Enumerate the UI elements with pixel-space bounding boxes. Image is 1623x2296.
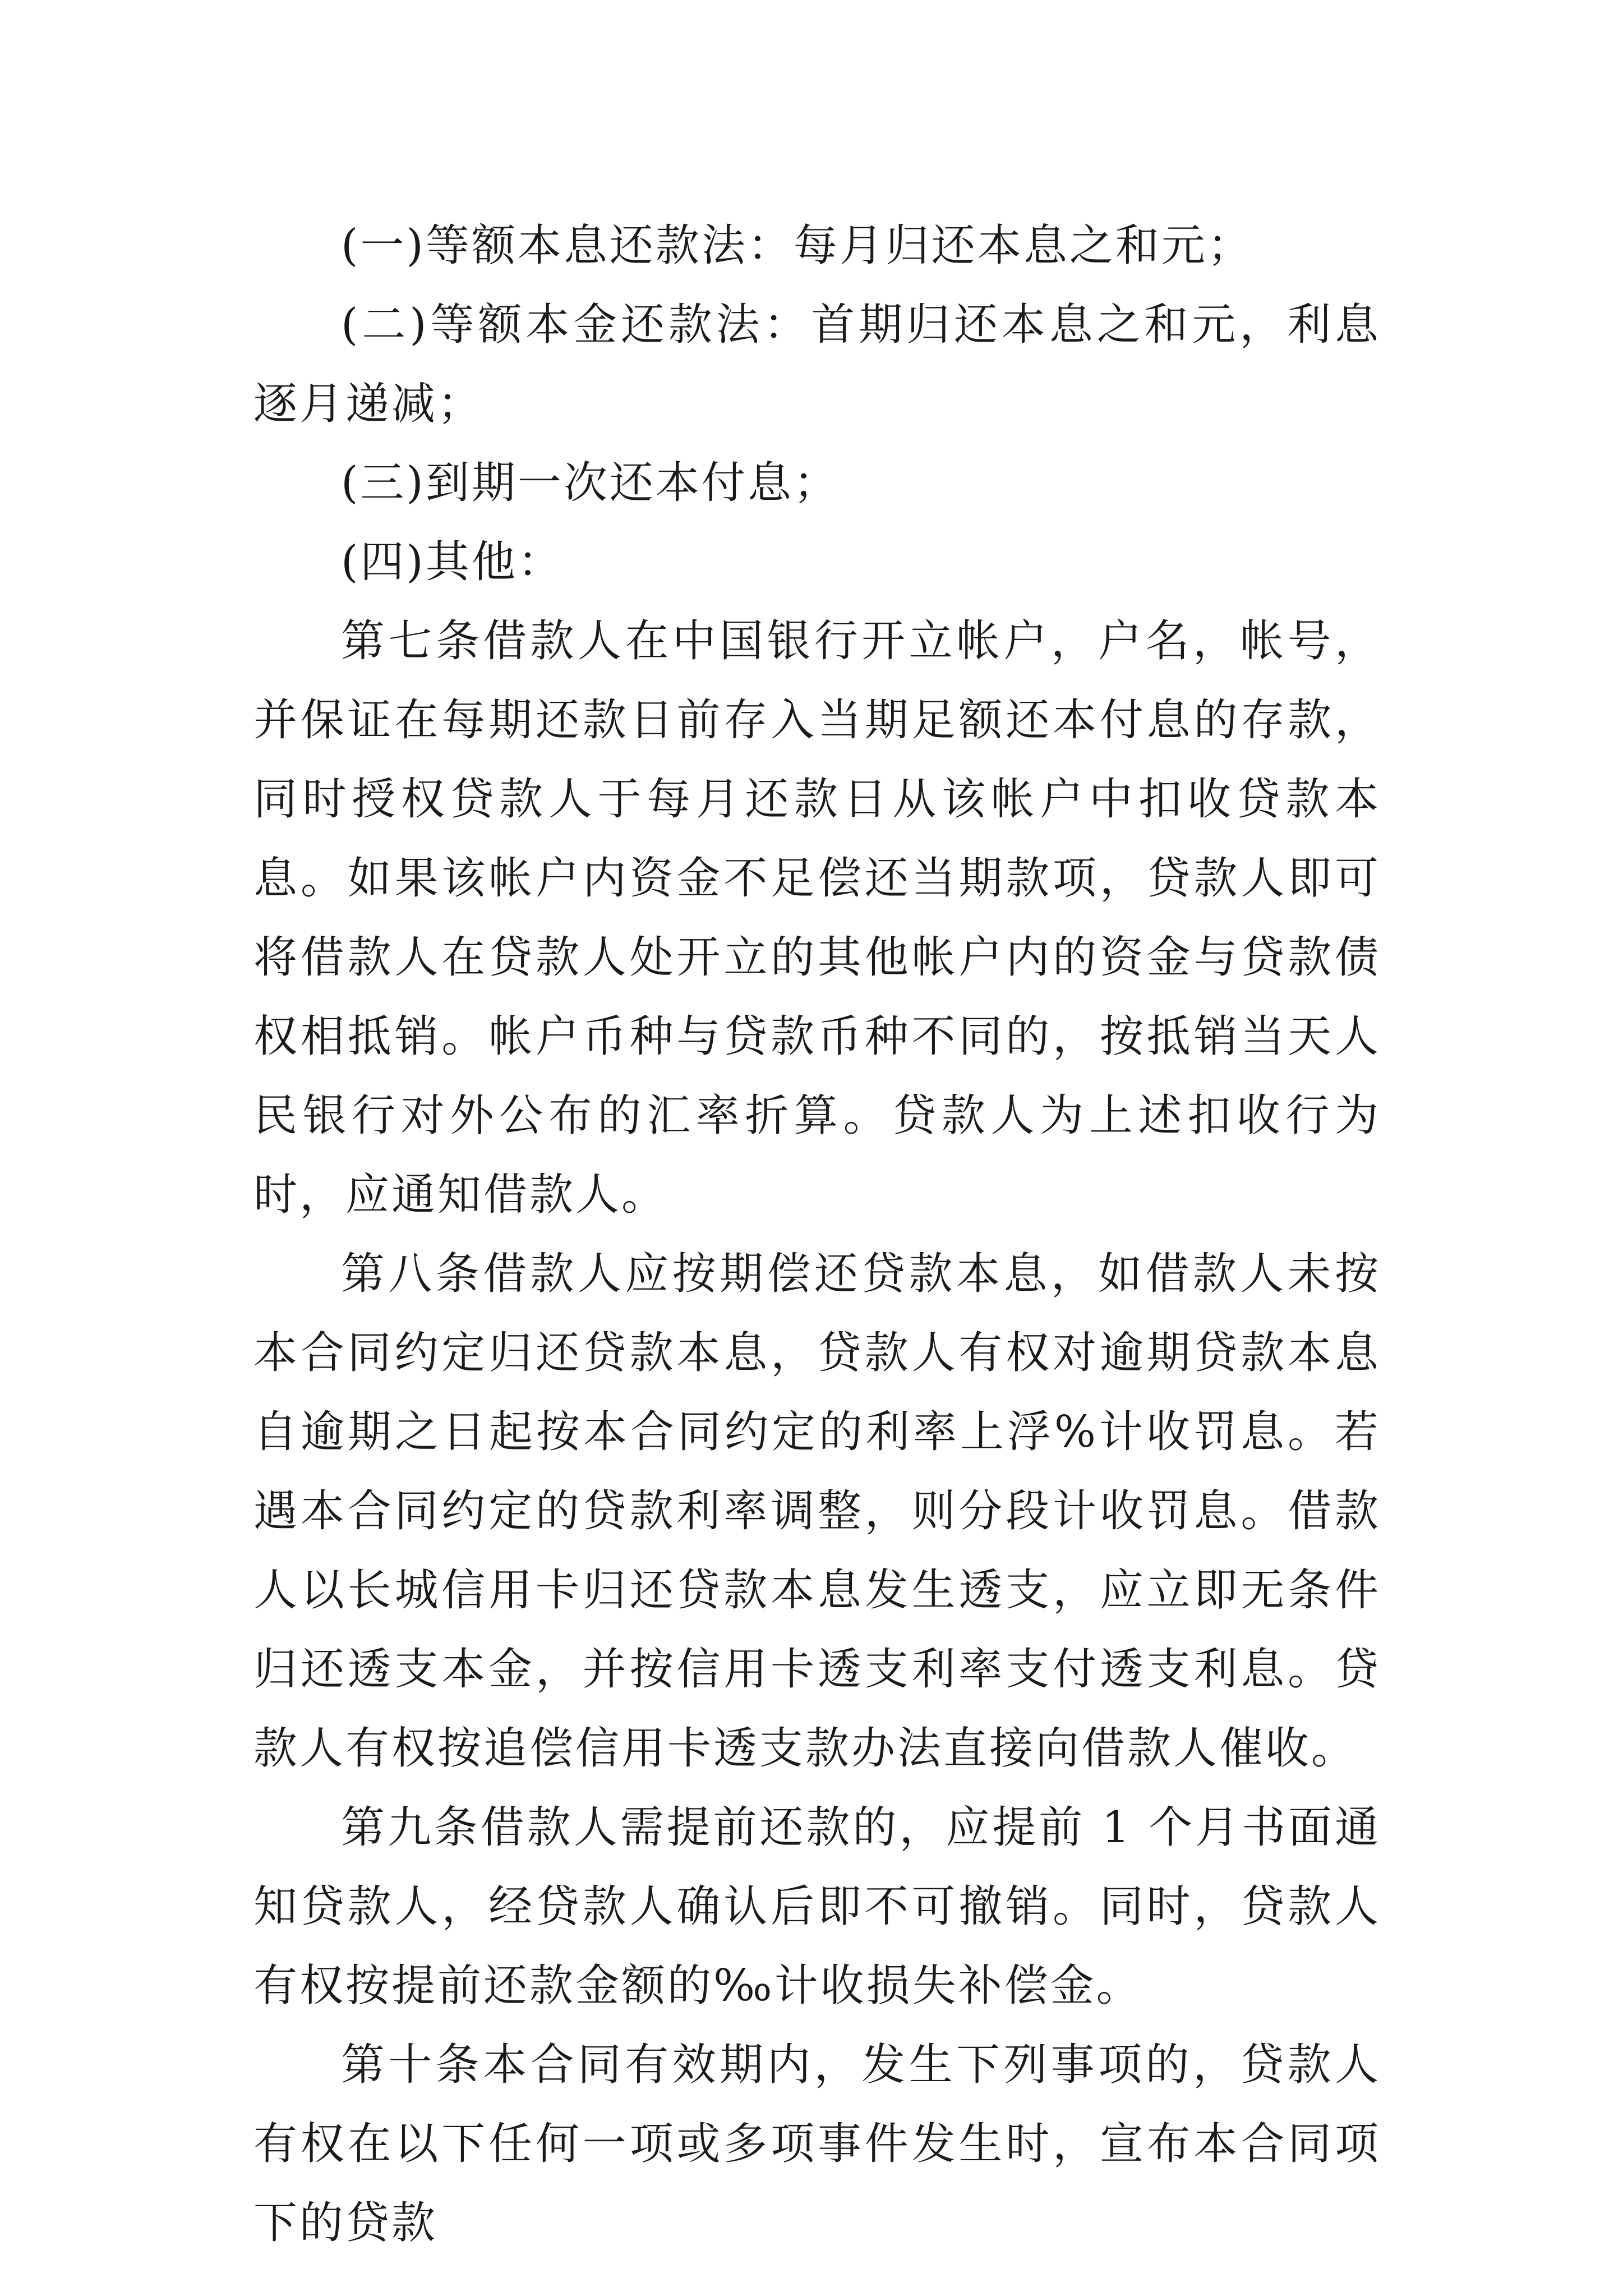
paragraph-item-4: (四)其他： <box>341 537 564 587</box>
paragraph-article-10: 第十条本合同有效期内，发生下列事项的，贷款人有权在以下任何一项或多项事件发生时，宣布本合同项下的贷款 <box>253 2040 1381 2248</box>
paragraph-item-1: (一)等额本息还款法：每月归还本息之和元； <box>341 220 1253 271</box>
paragraph-item-2: (二)等额本金还款法：首期归还本息之和元，利息逐月递减； <box>253 300 1381 429</box>
paragraph-article-8: 第八条借款人应按期偿还贷款本息，如借款人未按本合同约定归还贷款本息，贷款人有权对逾期贷款本息自逾期之日起按本合同约定的利率上浮%计收罚息。若遇本合同约定的贷款利率调整，则分段计收罚息。借款人以长城信用卡归还贷款本息发生透支，应立即无条件归还透支本金，并按信用卡透支利率支付透支利息。贷款人有权按追偿信用卡透支款办法直接向借款人催收。 <box>253 1249 1381 1774</box>
paragraph-article-9: 第九条借款人需提前还款的，应提前 1 个月书面通知贷款人，经贷款人确认后即不可撤销。同时，贷款人有权按提前还款金额的‰计收损失补偿金。 <box>253 1802 1381 2011</box>
paragraph-article-7: 第七条借款人在中国银行开立帐户，户名，帐号，并保证在每期还款日前存入当期足额还本付息的存款，同时授权贷款人于每月还款日从该帐户中扣收贷款本息。如果该帐户内资金不足偿还当期款项，贷款人即可将借款人在贷款人处开立的其他帐户内的资金与贷款债权相抵销。帐户币种与贷款币种不同的，按抵销当天人民银行对外公布的汇率折算。贷款人为上述扣收行为时，应通知借款人。 <box>253 616 1381 1220</box>
document-body <box>253 206 1381 2263</box>
paragraph-item-3: (三)到期一次还本付息； <box>341 458 840 508</box>
